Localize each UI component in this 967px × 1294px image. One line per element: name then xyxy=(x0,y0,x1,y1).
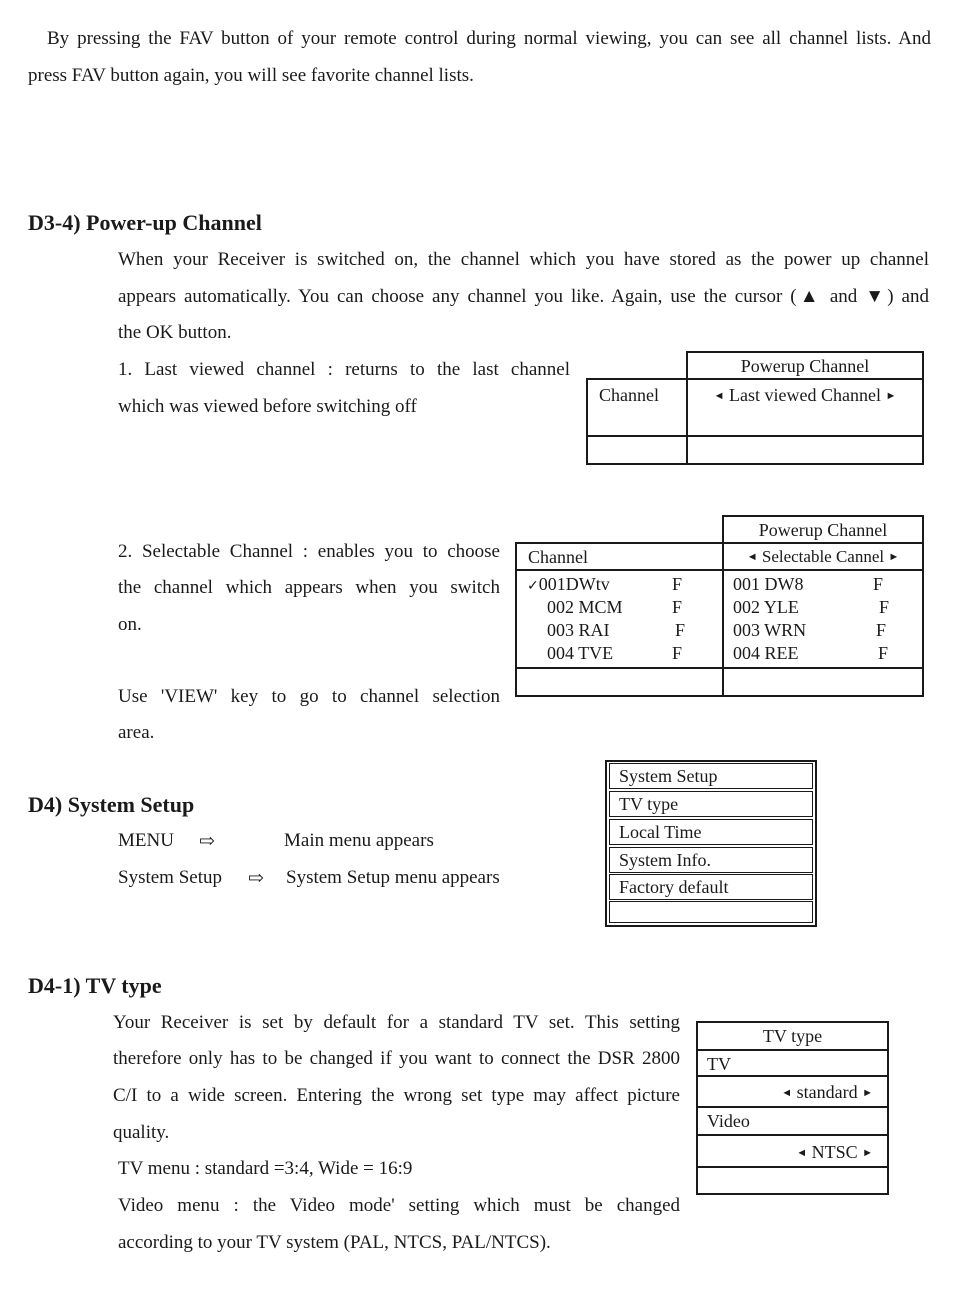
video-value-text: NTSC xyxy=(811,1142,858,1162)
selectable-value-box[interactable] xyxy=(722,542,924,571)
menu-title-box xyxy=(722,515,924,544)
menu-title: Powerup Channel xyxy=(740,356,870,376)
section-heading-tv-type: D4-1) TV type xyxy=(28,973,162,998)
menu-footer xyxy=(696,1166,889,1195)
video-menu-line-1: Video menu : the Video mode' setting which must be changed xyxy=(118,1195,680,1216)
system-setup-menu xyxy=(605,760,817,927)
right-arrow-icon[interactable]: ► xyxy=(885,390,897,402)
system-setup-key-desc: System Setup menu appears xyxy=(286,867,500,888)
selectable-value-text: Selectable Cannel xyxy=(761,547,885,566)
section-heading-system-setup: D4) System Setup xyxy=(28,792,195,817)
channel-value-text: Last viewed Channel xyxy=(729,385,881,405)
tv-type-para-line-1: Your Receiver is set by default for a standard TV set. This setting xyxy=(113,1012,680,1033)
system-setup-key: System Setup xyxy=(118,867,222,888)
list-item[interactable] xyxy=(733,574,913,595)
video-value[interactable] xyxy=(796,1142,873,1163)
left-arrow-icon[interactable]: ◄ xyxy=(746,551,758,563)
checkmark-icon: ✓ xyxy=(527,579,539,594)
menu-item-label: Factory default xyxy=(619,877,729,897)
tv-value-box[interactable] xyxy=(696,1075,889,1108)
menu-footer-left xyxy=(515,667,724,697)
favorite-flag: F xyxy=(878,643,889,663)
tv-label: TV xyxy=(707,1054,731,1074)
video-menu-line-2: according to your TV system (PAL, NTCS, PAL/NTCS). xyxy=(118,1232,551,1253)
favorite-flag: F xyxy=(876,620,887,640)
list-item[interactable] xyxy=(547,597,707,618)
channel-name: 003 RAI xyxy=(547,620,610,640)
menu-key: MENU xyxy=(118,830,174,851)
power-up-para-line-1: When your Receiver is switched on, the channel which you have stored as the power up channel xyxy=(118,249,929,270)
left-arrow-icon[interactable]: ◄ xyxy=(781,1087,793,1099)
video-label-box xyxy=(696,1106,889,1136)
menu-item-local-time[interactable] xyxy=(609,819,813,845)
tv-type-para-line-3: C/I to a wide screen. Entering the wrong set type may affect picture xyxy=(113,1085,680,1106)
power-up-para-line-3: the OK button. xyxy=(118,322,232,343)
video-label: Video xyxy=(707,1111,750,1131)
channel-name: 004 REE xyxy=(733,643,799,663)
menu-item-tv-type[interactable] xyxy=(609,791,813,817)
channel-value[interactable] xyxy=(688,385,922,406)
tv-value-text: standard xyxy=(796,1082,858,1102)
selectable-value[interactable] xyxy=(724,547,922,567)
menu-footer-right xyxy=(686,435,924,465)
channel-name: 001DWtv xyxy=(538,574,610,594)
view-key-line-2: area. xyxy=(118,722,155,743)
channel-header-box xyxy=(515,542,724,571)
tv-menu-note: TV menu : standard =3:4, Wide = 16:9 xyxy=(118,1158,413,1179)
intro-line-1: By pressing the FAV button of your remote control during normal viewing, you can see all channel lists. And xyxy=(47,28,931,49)
right-arrow-icon[interactable]: ► xyxy=(862,1087,873,1099)
selectable-desc-line-2: the channel which appears when you switch xyxy=(118,577,500,598)
channel-name: 001 DW8 xyxy=(733,574,804,594)
favorite-flag: F xyxy=(873,574,884,594)
list-item[interactable] xyxy=(527,574,707,595)
menu-item-label: System Setup xyxy=(619,766,718,786)
menu-key-desc: Main menu appears xyxy=(284,830,434,851)
right-arrow-icon[interactable]: ► xyxy=(888,551,900,563)
menu-footer xyxy=(609,901,813,923)
menu-item-system-setup xyxy=(609,763,813,789)
menu-footer-right xyxy=(722,667,924,697)
section-heading-power-up-channel: D3-4) Power-up Channel xyxy=(28,210,262,235)
menu-item-factory-default[interactable] xyxy=(609,874,813,900)
list-item[interactable] xyxy=(733,643,913,664)
power-up-para-line-2: appears automatically. You can choose any channel you like. Again, use the cursor (▲ and ▼) and xyxy=(118,286,929,307)
channel-list-left xyxy=(515,569,724,669)
menu-footer-left xyxy=(586,435,688,465)
right-arrow-icon[interactable]: ► xyxy=(862,1147,873,1159)
channel-name: 002 YLE xyxy=(733,597,799,617)
tv-type-para-line-2: therefore only has to be changed if you want to connect the DSR 2800 xyxy=(113,1048,680,1069)
last-viewed-desc-line-2: which was viewed before switching off xyxy=(118,396,417,417)
arrow-right-icon: ⇨ xyxy=(199,831,215,852)
channel-name: 002 MCM xyxy=(547,597,623,617)
list-item[interactable] xyxy=(733,620,913,641)
menu-title: Powerup Channel xyxy=(758,520,888,540)
list-item[interactable] xyxy=(547,620,707,641)
selectable-desc-line-3: on. xyxy=(118,614,142,635)
tv-value[interactable] xyxy=(781,1082,873,1103)
menu-title: TV type xyxy=(762,1026,823,1046)
favorite-flag: F xyxy=(879,597,890,617)
video-value-box[interactable] xyxy=(696,1134,889,1168)
menu-item-system-info[interactable] xyxy=(609,847,813,873)
channel-label: Channel xyxy=(528,547,588,567)
favorite-flag: F xyxy=(675,620,686,640)
favorite-flag: F xyxy=(672,574,683,594)
menu-item-label: TV type xyxy=(619,794,679,814)
channel-name: 003 WRN xyxy=(733,620,807,640)
menu-label-box xyxy=(586,378,688,437)
menu-item-label: Local Time xyxy=(619,822,702,842)
menu-title-box xyxy=(696,1021,889,1051)
left-arrow-icon[interactable]: ◄ xyxy=(713,390,725,402)
channel-label: Channel xyxy=(599,385,659,405)
view-key-line-1: Use 'VIEW' key to go to channel selection xyxy=(118,686,500,707)
intro-line-2: press FAV button again, you will see favorite channel lists. xyxy=(28,65,474,86)
tv-label-box xyxy=(696,1049,889,1077)
arrow-right-icon: ⇨ xyxy=(248,868,264,889)
left-arrow-icon[interactable]: ◄ xyxy=(796,1147,808,1159)
last-viewed-desc-line-1: 1. Last viewed channel : returns to the last channel xyxy=(118,359,570,380)
channel-name: 004 TVE xyxy=(547,643,614,663)
menu-value-box[interactable] xyxy=(686,378,924,437)
favorite-flag: F xyxy=(672,643,683,663)
list-item[interactable] xyxy=(547,643,707,664)
menu-title-box xyxy=(686,351,924,380)
selectable-desc-line-1: 2. Selectable Channel : enables you to choose xyxy=(118,541,500,562)
menu-item-label: System Info. xyxy=(619,850,711,870)
channel-list-right xyxy=(722,569,924,669)
tv-type-para-line-4: quality. xyxy=(113,1122,170,1143)
list-item[interactable] xyxy=(733,597,913,618)
favorite-flag: F xyxy=(672,597,683,617)
